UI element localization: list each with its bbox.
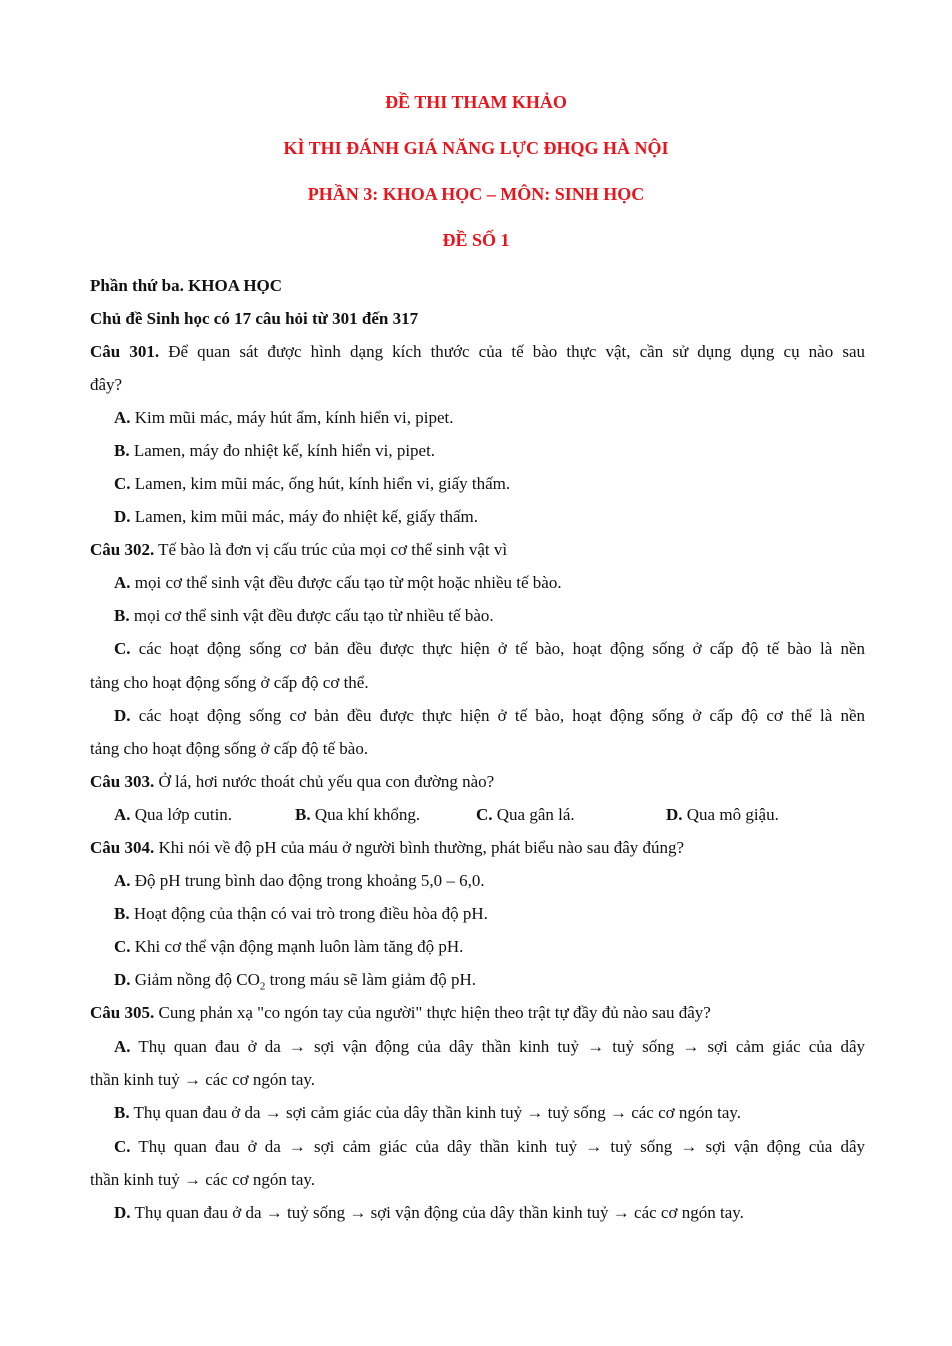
option-301-d: [114, 506, 865, 528]
option-text: Thụ quan đau ở da → sợi cảm giác của dây thần kinh tuỷ → tuỷ sống → sợi vận động của dây: [130, 1137, 865, 1156]
option-305-b: [114, 1102, 865, 1124]
question-text: Để quan sát được hình dạng kích thước của tế bào thực vật, cần sử dụng dụng cụ nào sau: [159, 342, 866, 361]
option-text: Kim mũi mác, máy hút ẩm, kính hiển vi, pipet.: [130, 408, 454, 427]
question-text: Cung phản xạ "co ngón tay của người" thực hiện theo trật tự đầy đủ nào sau đây?: [154, 1003, 711, 1022]
option-text: mọi cơ thể sinh vật đều được cấu tạo từ một hoặc nhiều tế bào.: [130, 573, 562, 592]
option-303-b: [295, 804, 420, 826]
option-text: Qua mô giậu.: [682, 805, 779, 824]
option-label: C.: [114, 937, 131, 956]
option-303-d: [666, 804, 779, 826]
option-text-cont: trong máu sẽ làm giảm độ pH.: [265, 970, 476, 989]
option-305-a: [114, 1036, 865, 1058]
option-text: Thụ quan đau ở da → sợi vận động của dây thần kinh tuỷ → tuỷ sống → sợi cảm giác của dây: [130, 1037, 865, 1056]
option-label: A.: [114, 408, 131, 427]
option-301-c: [114, 473, 865, 495]
topic-heading: Chủ đề Sinh học có 17 câu hỏi từ 301 đến 317: [90, 309, 419, 328]
option-302-d-cont: tảng cho hoạt động sống ở cấp độ tế bào.: [90, 739, 369, 758]
option-text: Qua gân lá.: [492, 805, 575, 824]
option-label: D.: [114, 970, 131, 989]
option-text: Thụ quan đau ở da → sợi cảm giác của dây thần kinh tuỷ → tuỷ sống → các cơ ngón tay.: [129, 1103, 742, 1122]
option-label: D.: [666, 805, 683, 824]
exam-title: ĐỀ THI THAM KHẢO: [385, 92, 567, 112]
option-label: B.: [114, 606, 130, 625]
option-text: Qua khí khổng.: [310, 805, 421, 824]
option-302-b: [114, 605, 865, 627]
option-label: C.: [114, 1137, 131, 1156]
option-label: A.: [114, 573, 131, 592]
question-302: [90, 539, 865, 561]
subscript: 2: [259, 980, 266, 993]
option-text: các hoạt động sống cơ bản đều được thực hiện ở tế bào, hoạt động sống ở cấp độ cơ thể là nền: [130, 706, 865, 725]
option-text: Giảm nồng độ CO: [130, 970, 260, 989]
option-305-d: [114, 1202, 865, 1224]
question-number: Câu 304.: [90, 838, 155, 857]
option-text: Thụ quan đau ở da → tuỷ sống → sợi vận động của dây thần kinh tuỷ → các cơ ngón tay.: [130, 1203, 744, 1222]
option-label: B.: [114, 441, 130, 460]
option-305-c: [114, 1136, 865, 1158]
question-number: Câu 303.: [90, 772, 155, 791]
option-label: D.: [114, 1203, 131, 1222]
option-label: A.: [114, 871, 131, 890]
option-label: B.: [114, 904, 130, 923]
option-304-b: [114, 903, 865, 925]
option-label: C.: [114, 639, 131, 658]
question-303: [90, 771, 865, 793]
option-304-c: [114, 936, 865, 958]
option-301-a: [114, 407, 865, 429]
part-heading: Phần thứ ba. KHOA HỌC: [90, 276, 283, 295]
question-304: [90, 837, 865, 859]
option-label: B.: [295, 805, 311, 824]
option-text: Lamen, kim mũi mác, máy đo nhiệt kế, giấy thấm.: [130, 507, 479, 526]
option-label: B.: [114, 1103, 130, 1122]
option-303-c: [476, 804, 575, 826]
exam-section-title: PHẦN 3: KHOA HỌC – MÔN: SINH HỌC: [307, 184, 645, 204]
option-text: Lamen, kim mũi mác, ống hút, kính hiển vi, giấy thấm.: [130, 474, 511, 493]
option-302-c: [114, 638, 865, 660]
option-label: A.: [114, 805, 131, 824]
option-text: Lamen, máy đo nhiệt kế, kính hiển vi, pipet.: [129, 441, 436, 460]
option-304-a: [114, 870, 865, 892]
option-text: các hoạt động sống cơ bản đều được thực hiện ở tế bào, hoạt động sống ở cấp độ tế bào là nền: [130, 639, 865, 658]
option-text: Hoạt động của thận có vai trò trong điều hòa độ pH.: [129, 904, 488, 923]
option-305-a-cont: thần kinh tuỷ → các cơ ngón tay.: [90, 1070, 316, 1089]
option-text: Qua lớp cutin.: [130, 805, 233, 824]
question-305: [90, 1002, 865, 1024]
option-label: C.: [476, 805, 493, 824]
option-label: C.: [114, 474, 131, 493]
option-text: Khi cơ thể vận động mạnh luôn làm tăng độ pH.: [130, 937, 464, 956]
question-number: Câu 305.: [90, 1003, 155, 1022]
option-305-c-cont: thần kinh tuỷ → các cơ ngón tay.: [90, 1170, 316, 1189]
exam-subtitle: KÌ THI ĐÁNH GIÁ NĂNG LỰC ĐHQG HÀ NỘI: [283, 138, 669, 158]
option-label: D.: [114, 507, 131, 526]
option-302-c-cont: tảng cho hoạt động sống ở cấp độ cơ thể.: [90, 673, 369, 692]
question-301-cont: đây?: [90, 375, 123, 394]
question-text: Ở lá, hơi nước thoát chủ yếu qua con đường nào?: [154, 772, 495, 791]
question-number: Câu 301.: [90, 342, 160, 361]
question-301: [90, 341, 865, 363]
option-304-d: [114, 969, 865, 991]
option-302-d: [114, 705, 865, 727]
option-301-b: [114, 440, 865, 462]
question-number: Câu 302.: [90, 540, 155, 559]
option-label: A.: [114, 1037, 131, 1056]
option-text: mọi cơ thể sinh vật đều được cấu tạo từ nhiều tế bào.: [129, 606, 494, 625]
option-303-a: [114, 804, 232, 826]
exam-number: ĐỀ SỐ 1: [442, 230, 510, 250]
question-text: Tế bào là đơn vị cấu trúc của mọi cơ thể sinh vật vì: [154, 540, 508, 559]
option-label: D.: [114, 706, 131, 725]
option-302-a: [114, 572, 865, 594]
question-text: Khi nói về độ pH của máu ở người bình thường, phát biểu nào sau đây đúng?: [154, 838, 685, 857]
option-text: Độ pH trung bình dao động trong khoảng 5,0 – 6,0.: [130, 871, 485, 890]
